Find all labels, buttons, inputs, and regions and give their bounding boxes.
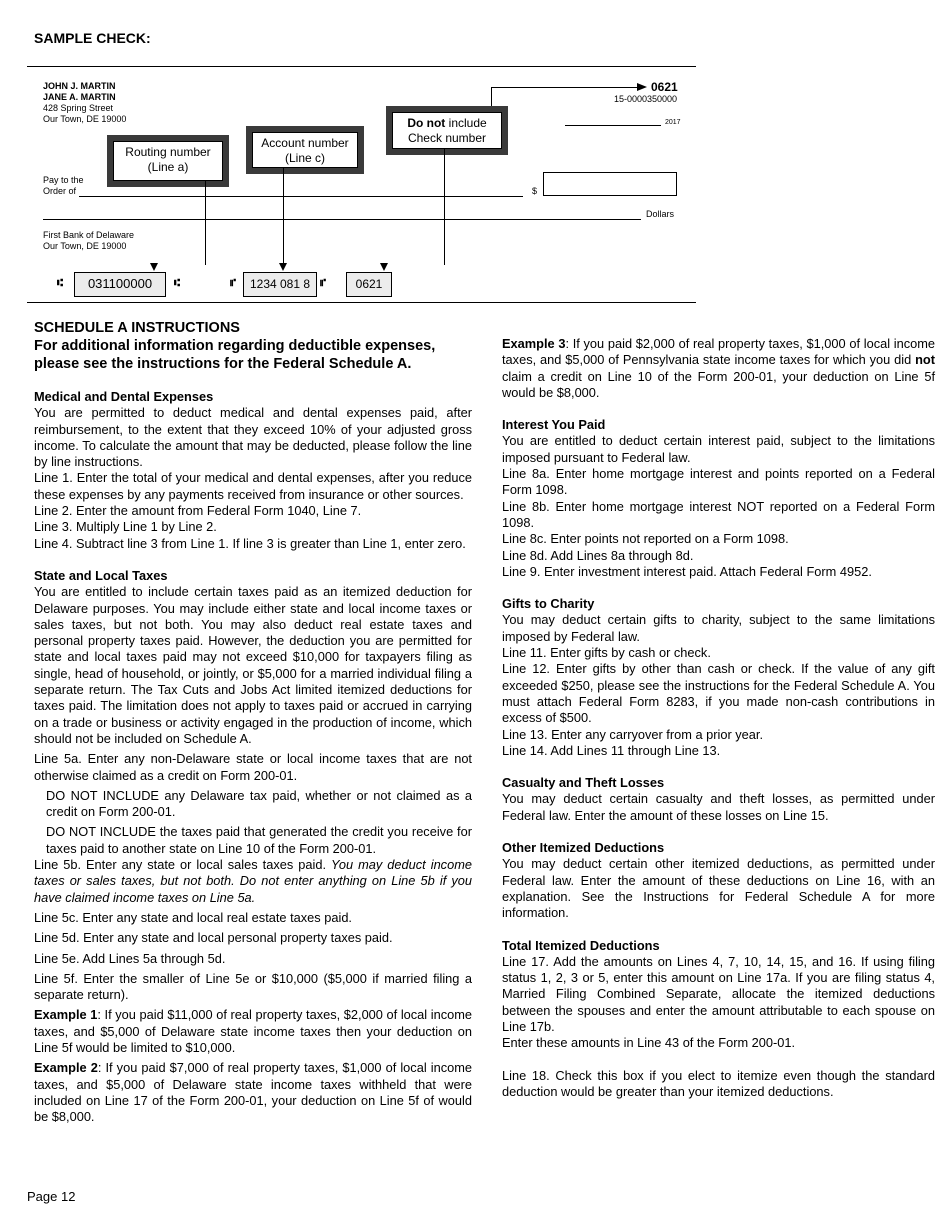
check-year: 2017 xyxy=(665,119,681,126)
callout-account-line2: (Line c) xyxy=(284,151,325,165)
line-14: Line 14. Add Lines 11 through Line 13. xyxy=(502,742,721,758)
example-3-not: not xyxy=(915,352,935,368)
line-12: Line 12. Enter gifts by other than cash or check. If the value of any gift exceeded $250, please see the instructions for the Federal Schedule A. You must attach Federal Form 8283, if you made non-cash contributions in excess of $500. xyxy=(502,661,935,726)
pay-to-line2: Order of xyxy=(43,186,77,196)
line-8a: Line 8a. Enter home mortgage interest and points reported on a Federal Form 1098. xyxy=(502,466,935,498)
total-deductions-heading: Total Itemized Deductions xyxy=(502,937,660,953)
line-11: Line 11. Enter gifts by cash or check. xyxy=(502,645,711,661)
example-3-label: Example 3 xyxy=(502,336,566,351)
sample-check xyxy=(27,66,696,304)
bank-address: Our Town, DE 19000 xyxy=(43,241,127,251)
payer-name-2: JANE A. MARTIN xyxy=(43,92,116,102)
dollars-line xyxy=(43,219,641,220)
example-1 xyxy=(34,1007,472,1056)
line-13: Line 13. Enter any carryover from a prior year. xyxy=(502,726,764,742)
medical-paragraph: You are permitted to deduct medical and dental expenses paid, after reimbursement, to the extent that they exceed 10% of your adjusted gross income. To calculate the amount that may be deducted, please follow the line by line instructions. xyxy=(34,405,472,470)
line-5b-italic: You may deduct income taxes or sales taxes, but not both. Do not enter anything on Line 5b if you have claimed income taxes on Line 5a. xyxy=(34,857,472,905)
state-local-paragraph: You are entitled to include certain taxes paid as an itemized deduction for Delaware purposes. You may include either state and local income taxes or sales taxes, but not both. You may also deduct real estate taxes and personal property taxes paid. However, the deduction you are permitted for state and local taxes paid may not exceed $10,000 for taxpayers filing as single, head of household, or jointly, or $5,000 for a married individual filing a separate return. The Tax Cuts and Jobs Act limited itemized deductions for taxes paid. The limitation does not apply to taxes paid or accrued in carrying on a trade or business or activity engaged in the production of income, which should not be included on Schedule A. xyxy=(34,584,472,746)
example-3-text-a: : If you paid $2,000 of real property taxes, $1,000 of local income taxes, and $5,000 of Pennsylvania state income taxes for which you did xyxy=(502,336,936,368)
left-column xyxy=(34,320,472,1125)
line-5e: Line 5e. Add Lines 5a through 5d. xyxy=(34,950,226,966)
state-local-heading: State and Local Taxes xyxy=(34,567,168,583)
gifts-paragraph: You may deduct certain gifts to charity, subject to the same limitations imposed by Federal law. xyxy=(502,612,935,644)
line-8b: Line 8b. Enter home mortgage interest NOT reported on a Federal Form 1098. xyxy=(502,498,935,530)
bank-name: First Bank of Delaware xyxy=(43,230,135,240)
micr-routing-number: 031100000 xyxy=(74,272,166,297)
casualty-heading: Casualty and Theft Losses xyxy=(502,775,665,791)
do-not-include-1: DO NOT INCLUDE any Delaware tax paid, whether or not claimed as a credit on Form 200-01. xyxy=(46,787,472,820)
line-17: Line 17. Add the amounts on Lines 4, 7, 10, 14, 15, and 16. If using filing status 1, 2, 3 or 5, enter this amount on Line 17a. If you are filing status 4, Married Filing Combined Separate, allocate the itemized deductions between the spouses and enter the amount attributable to each spouse on Line 17b. xyxy=(502,953,935,1034)
routing-micr-arrowhead xyxy=(150,263,158,271)
dollar-sign: $ xyxy=(532,186,538,196)
line-5b xyxy=(34,857,472,906)
callout-donot-rest: include xyxy=(445,116,487,130)
line-18: Line 18. Check this box if you elect to itemize even though the standard deduction would be greater than your itemized deductions. xyxy=(502,1067,935,1099)
medical-line4: Line 4. Subtract line 3 from Line 1. If line 3 is greater than Line 1, enter zero. xyxy=(34,535,466,551)
pay-to-line1: Pay to the xyxy=(43,175,84,185)
line-9: Line 9. Enter investment interest paid. Attach Federal Form 4952. xyxy=(502,563,872,579)
medical-heading: Medical and Dental Expenses xyxy=(34,389,214,404)
example-2-text: : If you paid $7,000 of real property taxes, $1,000 of local income taxes, and $5,000 of Delaware state income taxes withheld that were included on Line 17 of the Form 200-01, your deduction on Line 5f of would be $8,000. xyxy=(34,1060,472,1125)
callout-routing-line2: (Line a) xyxy=(147,160,189,174)
do-not-include-2: DO NOT INCLUDE the taxes paid that generated the credit you receive for taxes paid to another state on Line 10 of the Form 200-01. xyxy=(46,824,472,856)
micr-transit-symbol-left: ⑆ xyxy=(57,278,62,289)
callout-donot-bold: Do not xyxy=(407,116,446,130)
interest-heading: Interest You Paid xyxy=(502,417,606,433)
sample-check-label: SAMPLE CHECK: xyxy=(34,30,151,46)
callout-do-not-include xyxy=(386,106,508,155)
check-top-border xyxy=(27,66,696,67)
other-deductions-heading: Other Itemized Deductions xyxy=(502,840,665,856)
account-leader-arrowhead xyxy=(279,263,287,271)
micr-account-number: 1234 081 8 xyxy=(243,272,317,297)
routing-leader-vertical xyxy=(205,181,206,265)
micr-onus-symbol-left: ⑈ xyxy=(230,278,235,289)
gifts-heading: Gifts to Charity xyxy=(502,596,595,612)
micr-transit-symbol-right: ⑆ xyxy=(174,278,179,289)
schedule-a-subtitle: For additional information regarding deductible expenses, please see the instructions for the Federal Schedule A. xyxy=(34,338,436,372)
example-2-label: Example 2 xyxy=(34,1060,98,1076)
check-number-arrowhead xyxy=(637,83,647,91)
medical-line3: Line 3. Multiply Line 1 by Line 2. xyxy=(34,519,217,535)
payee-line xyxy=(79,196,523,197)
example-3 xyxy=(502,336,935,401)
line-8c: Line 8c. Enter points not reported on a Form 1098. xyxy=(502,531,789,547)
callout-routing-line1: Routing number xyxy=(125,145,211,159)
dollars-label: Dollars xyxy=(646,209,675,219)
check-bottom-border xyxy=(27,302,696,303)
callout-account-number xyxy=(246,126,364,174)
other-deductions-paragraph: You may deduct certain other itemized deductions, as permitted under Federal law. Enter the amount of these deductions on Line 16, with an explanation. See the Instructions for Federal Schedule A for more information. xyxy=(502,856,935,921)
bank-code: 15-0000350000 xyxy=(614,94,678,104)
check-number-top: 0621 xyxy=(651,80,678,94)
payer-address-2: Our Town, DE 19000 xyxy=(43,114,127,124)
line-17-enter: Enter these amounts in Line 43 of the Form 200-01. xyxy=(502,1035,796,1051)
medical-line1: Line 1. Enter the total of your medical and dental expenses, after you reduce these expenses by any payments received from insurance or other sources. xyxy=(34,470,472,502)
line-5a: Line 5a. Enter any non-Delaware state or local income taxes that are not otherwise claimed as a credit on Form 200-01. xyxy=(34,751,472,783)
casualty-paragraph: You may deduct certain casualty and theft losses, as permitted under Federal law. Enter the amount of these losses on Line 15. xyxy=(502,791,935,823)
right-column xyxy=(502,336,935,1100)
example-1-text: : If you paid $11,000 of real property taxes, $2,000 of local income taxes, and $5,000 of Delaware state income taxes then your deduction on Line 5f would be limited to $10,000. xyxy=(34,1007,472,1055)
date-line xyxy=(565,125,661,126)
callout-donot-line1 xyxy=(393,116,501,131)
account-leader-vertical xyxy=(283,168,284,266)
payer-name-1: JOHN J. MARTIN xyxy=(43,81,116,91)
micr-onus-symbol-right: ⑈ xyxy=(320,278,325,289)
example-2 xyxy=(34,1060,472,1125)
line-5b-text: Line 5b. Enter any state or local sales taxes paid. xyxy=(34,857,332,873)
line-8d: Line 8d. Add Lines 8a through 8d. xyxy=(502,547,694,563)
check-number-leader-horizontal xyxy=(491,87,637,88)
example-3-text-b: claim a credit on Line 10 of the Form 200-01, your deduction on Line 5f would be $8,000. xyxy=(502,368,935,400)
line-5c: Line 5c. Enter any state and local real estate taxes paid. xyxy=(34,909,352,925)
schedule-a-title: SCHEDULE A INSTRUCTIONS xyxy=(34,320,240,336)
medical-line2: Line 2. Enter the amount from Federal Form 1040, Line 7. xyxy=(34,503,362,519)
line-5f: Line 5f. Enter the smaller of Line 5e or $10,000 ($5,000 if married filing a separate return). xyxy=(34,970,472,1003)
callout-donot-line2: Check number xyxy=(407,131,487,145)
example-1-label: Example 1 xyxy=(34,1007,98,1023)
micr-check-number: 0621 xyxy=(346,272,392,297)
callout-routing-number xyxy=(107,135,229,187)
donot-leader-vertical xyxy=(444,148,445,265)
check-micr-arrowhead xyxy=(380,263,388,271)
line-5d: Line 5d. Enter any state and local personal property taxes paid. xyxy=(34,930,393,946)
callout-account-line1: Account number xyxy=(261,136,349,150)
amount-box xyxy=(543,172,677,196)
page-number: Page 12 xyxy=(27,1189,76,1204)
payer-address-1: 428 Spring Street xyxy=(43,103,114,113)
interest-paragraph: You are entitled to deduct certain interest paid, subject to the limitations imposed pursuant to Federal law. xyxy=(502,433,935,465)
